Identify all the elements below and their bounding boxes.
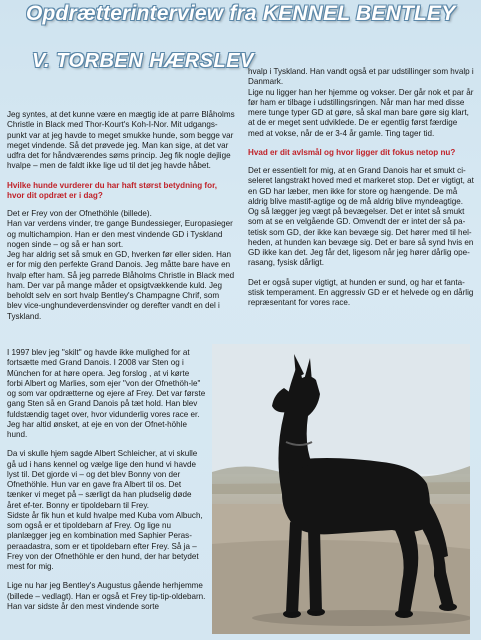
paragraph: Da vi skulle hjem sagde Albert Schleicher, at vi skulle gå ud i hans kennel og vælge lige den hund vi havde lyst til. Det gjorde vi – og det blev Bonny von der Ofnethöhle. Hun var en gave fra Albert til os. Det tænker vi meget på – særligt da han pludselig døde året ef-ter. Bonny er tipoldebarn til Frey. bbox=[7, 449, 198, 510]
paragraph: Lige nu har jeg Bentley's Augustus gående herhjemme (billede – vedlagt). Han er også et Frey tip-tip-oldebarn. Han var sidste år den mest vindende sorte bbox=[7, 581, 206, 611]
paragraph: Lige nu ligger han her hjemme og vokser. Der går nok et par år før ham er tilbage i udstillingsringen. Når man har med disse mere tunge typer GD at gøre, så skal man bare gøre sig klart, at de er meget sent udviklede. De er egentlig først færdige med at vokse, når de er 3-4 år gamle. Ting tager tid. bbox=[248, 87, 474, 138]
great-dane-image bbox=[212, 344, 470, 634]
question-heading: Hvad er dit avlsmål og hvor ligger dit fokus netop nu? bbox=[248, 147, 456, 157]
paragraph: hvalp i Tyskland. Han vandt også et par udstillinger som hvalp i Danmark. bbox=[248, 67, 474, 87]
question-heading: Hvilke hunde vurderer du har haft størst betydning for, hvor dit opdræt er i dag? bbox=[7, 180, 218, 200]
paragraph: Det er også super vigtigt, at hunden er sund, og har et fanta-stisk temperament. En aggressiv GD er et helvede og en dårlig repræsentant for vores race. bbox=[248, 277, 474, 307]
article-title: Opdrætterinterview fra KENNEL BENTLEY bbox=[26, 2, 456, 25]
paragraph: I 1997 blev jeg "skilt" og havde ikke mulighed for at fortsætte med Grand Danois. I 2008 var Sten og i München for at høre opera. Jeg forslog , at vi kørte forbi Albert og Marlies, som ejer "von der Ofnethöh-le" og som var opdrætterne og ejere af Frey. Det var første gang Sten så en Grand Danois på tæt hold. Han blev fuldstændig taget over, hvor vidunderlig vores race er. Jeg har altid ønsket, at eje en von der Ofnet-höhle hund. bbox=[7, 348, 206, 439]
answer-paragraph: Det er Frey von der Ofnethöhle (billede). bbox=[7, 209, 152, 218]
text-column-left-bottom bbox=[7, 348, 207, 621]
dog-photo bbox=[212, 344, 470, 634]
article-byline: V. TORBEN HÆRSLEV bbox=[32, 50, 254, 72]
answer-paragraph: Jeg har aldrig set så smuk en GD, hverken før eller siden. Han er for mig den perfekte Grand Danois. Jeg måtte bare have en hvalp efter ham. Så jeg parrede Blåholms Christle in Black med ham. Der var på mange måder et opsigtvækkende kuld. Jeg beholdt selv en sort hvalp Bentley's Champagne Chrif, som blev vice-unghundeverdensvinder og derefter vandt en del i Tyskland. bbox=[7, 250, 235, 321]
intro-paragraph: Jeg syntes, at det kunne være en mægtig ide at parre Blåholms Christle in Black med Thor-Kourt's Koh-I-Nor. Mit udgangs-punkt var at jeg havde to meget smukke hunde, som begge var meget vindende. Så det prøvede jeg. Man kan sige, at det var udfra det for håndværendes søms princip. Jeg fik nogle dejlige hvalpe – men de faldt ikke lige ud til det jeg havde håbet. bbox=[7, 110, 235, 171]
paragraph: Det er essentielt for mig, at en Grand Danois har et smukt ci-seleret langstrakt hoved med et markeret stop. Det er vigtigt, at en GD har læber, men ikke for store og hængende. De må aldrig blive mastif-agtige og de må aldrig blive myndeagtige. Og så lægger jeg vægt på bevægelser. Det er intet så smukt som at se en velgående GD. Omvendt der er intet der så pa-tetisk som GD, der ikke kan bevæge sig. Det hører med til hel-heden, at hunden kan bevæge sig. Det er bare så synd hvis en GD ikke kan det. Jeg får det, ligesom når jeg hører dårlig ope-rasang, fysisk dårligt. bbox=[248, 166, 474, 268]
text-column-right bbox=[248, 67, 474, 317]
paragraph: Sidste år fik hun et kuld hvalpe med Kuba vom Albuch, som også er et tipoldebarn af Frey. Og lige nu planlægger jeg en kombination med Saphier Peras-peraadastra, som er et tipoldebarn efter Frey. Så ja – Frey von der Ofnethöhle er den hund, der har betydet mest for mig. bbox=[7, 510, 203, 571]
answer-paragraph: Han var verdens vinder, tre gange Bundessieger, Europasieger og multichampion. Han er den mest vindende GD i Tyskland nogen sinde – og så er han sort. bbox=[7, 219, 233, 249]
text-column-left-top bbox=[7, 110, 235, 331]
